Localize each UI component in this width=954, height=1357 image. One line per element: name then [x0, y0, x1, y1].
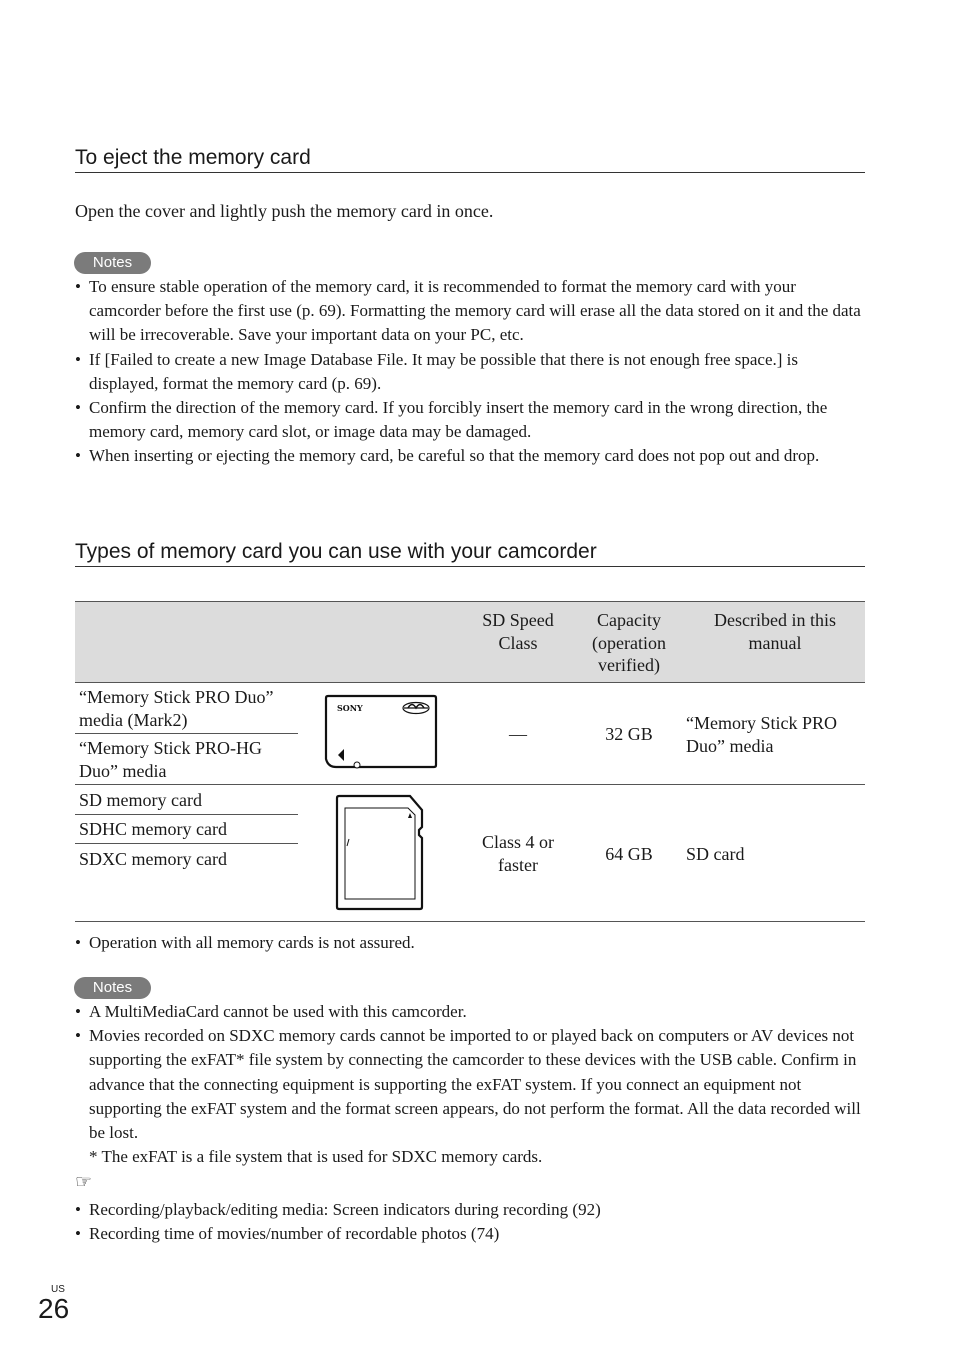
table-note: • Operation with all memory cards is not assured.: [75, 931, 870, 955]
header-capacity: Capacity (operation verified): [592, 610, 666, 675]
table-cell-name: “Memory Stick PRO Duo” media (Mark2): [79, 687, 274, 730]
header-sd-speed-class: SD Speed Class: [482, 610, 554, 653]
eject-instruction: Open the cover and lightly push the memory card in once.: [75, 201, 494, 221]
notes-badge: Notes: [74, 977, 151, 999]
footnote: * The exFAT is a file system that is used for SDXC memory cards.: [89, 1147, 543, 1167]
cell-capacity: 32 GB: [605, 724, 653, 744]
note-item: • If [Failed to create a new Image Database File. It may be possible that there is not enough free space.] is displayed, format the memory card (p. 69).: [75, 348, 870, 396]
row-divider: [75, 733, 298, 734]
note-item: • When inserting or ejecting the memory card, be careful so that the memory card does not pop out and drop.: [75, 444, 870, 468]
header-described: Described in this manual: [714, 610, 836, 653]
cell-speed-class: —: [509, 724, 527, 744]
note-item: • A MultiMediaCard cannot be used with this camcorder.: [75, 1000, 870, 1024]
table-bottom-rule: [75, 921, 865, 922]
table-cell-name: SDXC memory card: [79, 849, 227, 869]
notes-list-2: [75, 1000, 870, 1169]
group-divider: [75, 784, 865, 785]
section-heading-eject: To eject the memory card: [75, 145, 865, 173]
note-item: • Confirm the direction of the memory card. If you forcibly insert the memory card in the wrong direction, the memory card, memory card slot, or image data may be damaged.: [75, 396, 870, 444]
page-region-label: US: [51, 1284, 65, 1295]
cell-speed-class: Class 4 or faster: [482, 832, 554, 875]
table-cell-name: SDHC memory card: [79, 819, 227, 839]
table-cell-name: SD memory card: [79, 790, 202, 810]
cell-described: SD card: [686, 844, 745, 864]
reference-list: [75, 1198, 870, 1246]
reference-link: • Recording time of movies/number of recordable photos (74): [75, 1222, 870, 1246]
card-brand-label: SONY: [337, 703, 363, 713]
cell-described: “Memory Stick PRO Duo” media: [686, 713, 837, 756]
page-number: 26: [38, 1293, 70, 1324]
notes-badge: Notes: [74, 252, 151, 274]
row-divider: [75, 843, 298, 844]
table-cell-name: “Memory Stick PRO-HG Duo” media: [79, 738, 262, 781]
reference-link: • Recording/playback/editing media: Screen indicators during recording (92): [75, 1198, 870, 1222]
note-item: • To ensure stable operation of the memory card, it is recommended to format the memory card with your camcorder before the first use (p. 69). Formatting the memory card will erase all the data stored on it and the data will be irrecoverable. Save your important data on your PC, etc.: [75, 275, 870, 348]
table-note-list: [75, 931, 870, 955]
table-header: [75, 601, 865, 683]
note-item: • Movies recorded on SDXC memory cards cannot be imported to or played back on computers or AV devices not supporting the exFAT* file system by connecting the camcorder to these devices with the USB cable. Confirm in advance that the connecting equipment is supporting the exFAT system. If you connect an equipment not supporting the exFAT system and the format screen appears, do not perform the format. All the data recorded will be lost.: [75, 1024, 870, 1145]
section-heading-card-types: Types of memory card you can use with your camcorder: [75, 539, 865, 567]
notes-list-1: [75, 275, 870, 469]
row-divider: [75, 814, 298, 815]
sd-card-icon: [333, 793, 427, 913]
pointing-hand-icon: ☞: [75, 1172, 93, 1193]
memory-stick-pro-duo-icon: [322, 692, 438, 772]
cell-capacity: 64 GB: [605, 844, 653, 864]
